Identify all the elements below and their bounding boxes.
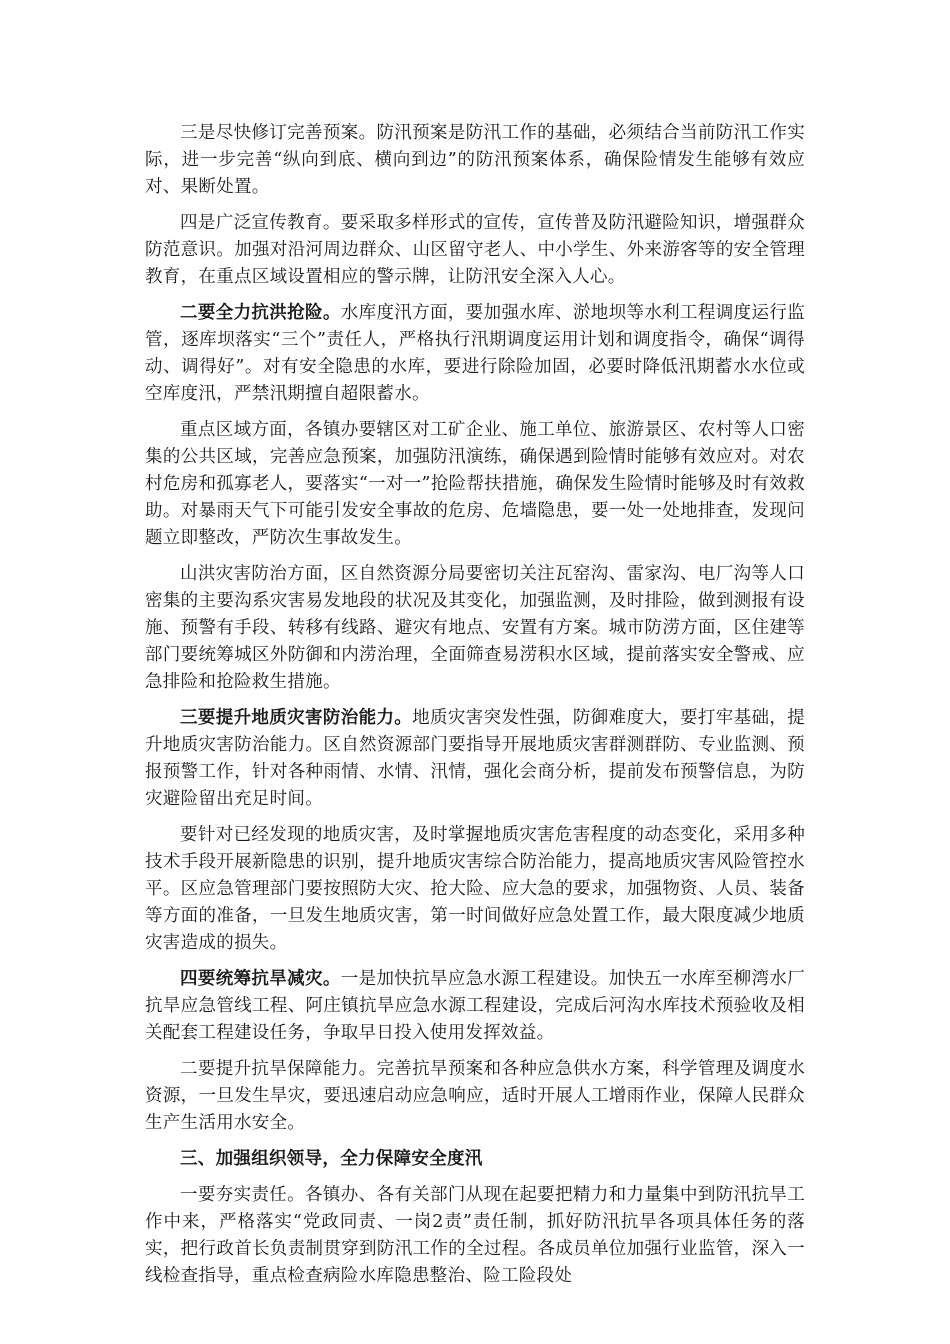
paragraph-geological-hazards [145,705,805,813]
paragraph-lead: 三要提升地质灾害防治能力。 [180,708,413,728]
paragraph-key-areas [145,417,805,552]
paragraph-flash-flood [145,561,805,696]
paragraph-body: 三是尽快修订完善预案。防汛预案是防汛工作的基础，必须结合当前防汛工作实际，进一步完善“纵向到底、横向到边”的防汛预案体系，确保险情发生能够有效应对、果断处置。 [145,123,805,197]
paragraph-body: 地质灾害突发性强，防御难度大，要打牢基础，提升地质灾害防治能力。区自然资源部门要指导开展地质灾害群测群防、专业监测、预报预警工作，针对各种雨情、水情、汛情，强化会商分析，提前发布预警信息，为防灾避险留出充足时间。 [145,708,805,809]
paragraph-body: 二要提升抗旱保障能力。完善抗旱预案和各种应急供水方案，科学管理及调度水资源，一旦发生旱灾，要迅速启动应急响应，适时开展人工增雨作业，保障人民群众生产生活用水安全。 [145,1059,805,1133]
paragraph-flood-fighting [145,300,805,408]
paragraph-revise-plans [145,120,805,201]
paragraph-body: 重点区域方面，各镇办要辖区对工矿企业、施工单位、旅游景区、农村等人口密集的公共区域，完善应急预案，加强防汛演练，确保遇到险情时能够有效应对。对农村危房和孤寡老人，要落实“一对一”抢险帮扶措施，确保发生险情时能够及时有效救助。对暴雨天气下可能引发安全事故的危房、危墙隐患，要一处一处地排查，发现问题立即整改，严防次生事故发生。 [145,420,805,548]
paragraph-hazard-monitoring [145,822,805,957]
paragraph-body: 要针对已经发现的地质灾害，及时掌握地质灾害危害程度的动态变化，采用多种技术手段开展新隐患的识别，提升地质灾害综合防治能力，提高地质灾害风险管控水平。区应急管理部门要按照防大灾、抢大险、应大急的要求，加强物资、人员、装备等方面的准备，一旦发生地质灾害，第一时间做好应急处置工作，最大限度减少地质灾害造成的损失。 [145,825,805,953]
paragraph-body: 一是加快抗旱应急水源工程建设。加快五一水库至柳湾水厂抗旱应急管线工程、阿庄镇抗旱应急水源工程建设，完成后河沟水库技术预验收及相关配套工程建设任务，争取早日投入使用发挥效益。 [145,969,805,1043]
paragraph-publicity-education [145,210,805,291]
document-page [145,120,805,1299]
paragraph-body: 水库度汛方面，要加强水库、淤地坝等水利工程调度运行监管，逐库坝落实“三个”责任人，严格执行汛期调度运用计划和调度指令，确保“调得动、调得好”。对有安全隐患的水库，要进行除险加固，必要时降低汛期蓄水水位或空库度汛，严禁汛期擅自超限蓄水。 [145,303,805,404]
paragraph-body: 四是广泛宣传教育。要采取多样形式的宣传，宣传普及防汛避险知识，增强群众防范意识。加强对沿河周边群众、山区留守老人、中小学生、外来游客等的安全管理教育，在重点区域设置相应的警示牌，让防汛安全深入人心。 [145,213,805,287]
paragraph-responsibility: 一要夯实责任。各镇办、各有关部门从现在起要把精力和力量集中到防汛抗旱工作中来，严格落实“党政同责、一岗2责”责任制，抓好防汛抗旱各项具体任务的落实，把行政首长负责制贯穿到防汛工作的全过程。各成员单位加强行业监管，深入一线检查指导，重点检查病险水库隐患整治、险工险段处 [145,1185,805,1286]
paragraph-lead: 四要统筹抗旱减灾。 [180,969,341,989]
paragraph-body: 山洪灾害防治方面，区自然资源分局要密切关注瓦窑沟、雷家沟、电厂沟等人口密集的主要沟系灾害易发地段的状况及其变化，加强监测，及时排险，做到测报有设施、预警有手段、转移有线路、避灾有地点、安置有方案。城市防涝方面，区住建等部门要统筹城区外防御和内涝治理，全面筛查易涝积水区域，提前落实安全警戒、应急排险和抢险救生措施。 [145,564,805,692]
paragraph-lead: 二要全力抗洪抢险。 [180,303,341,323]
paragraph-drought-capacity [145,1056,805,1137]
paragraph-drought-relief [145,966,805,1047]
section-heading: 三、加强组织领导，全力保障安全度汛 [180,1149,483,1169]
